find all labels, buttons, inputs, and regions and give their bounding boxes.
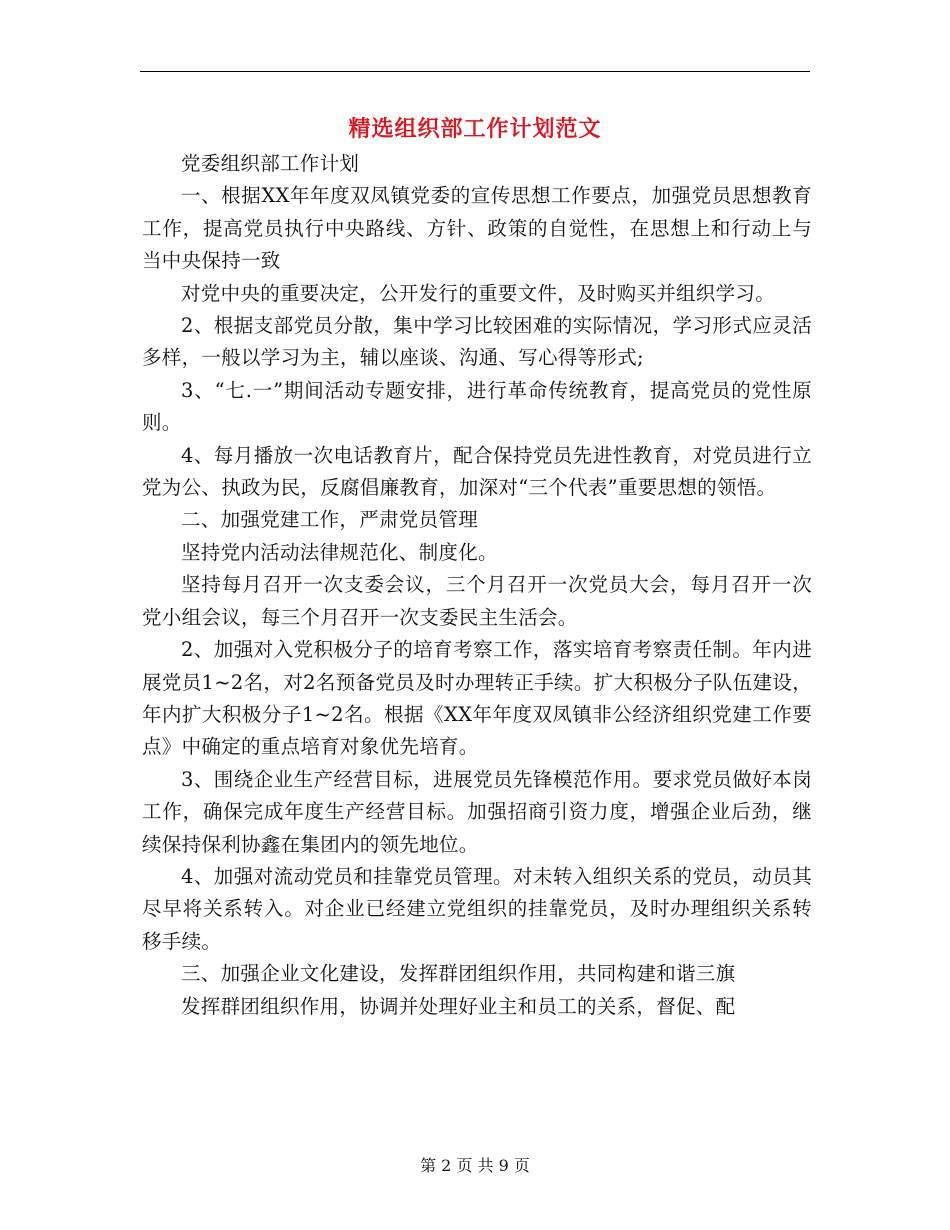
paragraph: 2、根据支部党员分散，集中学习比较困难的实际情况，学习形式应灵活多样，一般以学习为主，辅以座谈、沟通、写心得等形式; [142,314,812,370]
paragraph: 坚持党内活动法律规范化、制度化。 [181,540,498,564]
paragraph: 3、围绕企业生产经营目标，进展党员先锋模范作用。要求党员做好本岗工作，确保完成年度生产经营目标。加强招商引资力度，增强企业后劲，继续保持保利协鑫在集团内的领先地位。 [142,767,812,856]
paragraph: 3、“七.一”期间活动专题安排，进行革命传统教育，提高党员的党性原则。 [142,378,812,435]
page-number-footer: 第 2 页 共 9 页 [420,1156,530,1175]
paragraph: 对党中央的重要决定，公开发行的重要文件，及时购买并组织学习。 [181,281,776,305]
header-rule [140,71,810,72]
paragraph: 坚持每月召开一次支委会议，三个月召开一次党员大会，每月召开一次党小组会议，每三个月召开一次支委民主生活会。 [142,573,812,629]
paragraph: 发挥群团组织作用，协调并处理好业主和员工的关系，督促、配 [181,994,736,1018]
paragraph: 党委组织部工作计划 [181,152,360,175]
paragraph: 2、加强对入党积极分子的培育考察工作，落实培育考察责任制。年内进展党员1~2名，对2名预备党员及时办理转正手续。扩大积极分子队伍建设，年内扩大积极分子1~2名。根据《XX年年度双凤镇非公经济组织党建工作要点》中确定的重点培育对象优先培育。 [142,638,812,759]
document-body [142,148,812,1023]
paragraph: 一、根据XX年年度双凤镇党委的宣传思想工作要点，加强党员思想教育工作，提高党员执行中央路线、方针、政策的自觉性，在思想上和行动上与当中央保持一致 [142,184,812,273]
paragraph: 4、每月播放一次电话教育片，配合保持党员先进性教育，对党员进行立党为公、执政为民，反腐倡廉教育，加深对“三个代表”重要思想的领悟。 [142,443,812,500]
paragraph: 二、加强党建工作，严肃党员管理 [181,508,479,532]
document-title: 精选组织部工作计划范文 [348,116,602,142]
paragraph: 4、加强对流动党员和挂靠党员管理。对未转入组织关系的党员，动员其尽早将关系转入。对企业已经建立党组织的挂靠党员，及时办理组织关系转移手续。 [142,864,812,953]
paragraph: 三、加强企业文化建设，发挥群团组织作用，共同构建和谐三旗 [181,962,736,986]
